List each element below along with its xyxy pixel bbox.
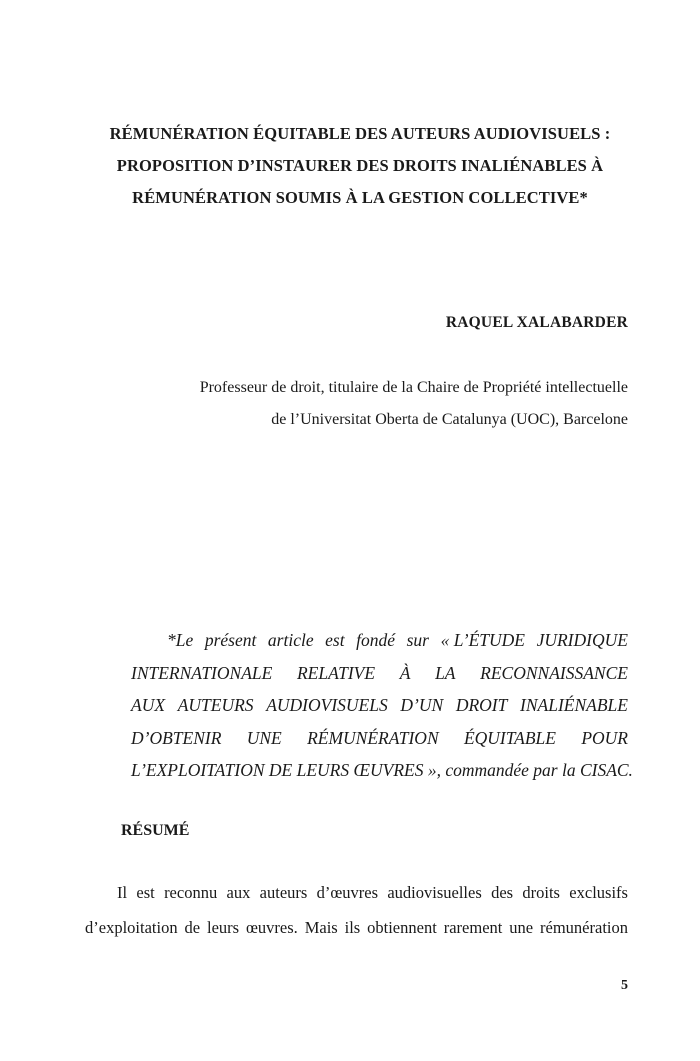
word: présent (204, 630, 257, 650)
word: d’œuvres (316, 883, 379, 902)
title-line: RÉMUNÉRATION ÉQUITABLE DES AUTEURS AUDIOVISUELS : (109, 124, 611, 143)
paragraph-line (85, 875, 628, 910)
author-affiliation (108, 372, 628, 436)
word: Mais (304, 918, 338, 937)
title-line: RÉMUNÉRATION SOUMIS À LA GESTION COLLECTIVE* (132, 188, 588, 207)
word: DROIT (455, 695, 508, 715)
word: article (267, 630, 314, 650)
word: *Le (167, 630, 194, 650)
footnote-line (131, 624, 628, 657)
title-line: PROPOSITION D’INSTAURER DES DROITS INALIÉNABLES À (116, 156, 604, 175)
word: exclusifs (569, 883, 628, 902)
word: AUX (131, 695, 166, 715)
word: RELATIVE (296, 662, 376, 683)
word: UNE (246, 727, 282, 748)
word: rarement (443, 918, 503, 937)
footnote-line (131, 754, 633, 787)
word: INALIÉNABLE (520, 695, 628, 715)
word: RECONNAISSANCE (480, 662, 628, 683)
word: JURIDIQUE (536, 630, 628, 650)
resume-paragraph (85, 875, 628, 945)
word: obtiennent (367, 918, 437, 937)
footnote-last-line: L’EXPLOITATION DE LEURS ŒUVRES », commandée par la CISAC. (131, 760, 633, 780)
word: une (509, 918, 534, 937)
word: LA (435, 662, 456, 683)
word: rémunération (540, 918, 628, 937)
word: AUDIOVISUELS (266, 695, 388, 715)
word: œuvres. (246, 918, 298, 937)
footnote-line (131, 657, 628, 690)
word: ils (344, 918, 361, 937)
affiliation-line: Professeur de droit, titulaire de la Chaire de Propriété intellectuelle (199, 379, 628, 396)
article-title (60, 118, 660, 214)
word: est (136, 883, 155, 902)
word: aux (226, 883, 251, 902)
word: AUTEURS (177, 695, 254, 715)
word: d’exploitation (85, 918, 178, 937)
footnote-line (131, 689, 628, 722)
word: ÉQUITABLE (463, 727, 556, 748)
word: audiovisuelles (387, 883, 482, 902)
author-name: RAQUEL XALABARDER (445, 314, 628, 331)
word: À (399, 662, 411, 683)
word: de (184, 918, 201, 937)
footnote-line (131, 722, 628, 755)
section-heading: RÉSUMÉ (121, 822, 190, 839)
word: D’UN (400, 695, 444, 715)
word: POUR (581, 727, 628, 748)
word: auteurs (259, 883, 308, 902)
paragraph-line (85, 910, 628, 945)
word: droits (522, 883, 560, 902)
affiliation-line: de l’Universitat Oberta de Catalunya (UOC), Barcelone (271, 411, 628, 428)
word: RÉMUNÉRATION (307, 727, 439, 748)
word: sur (406, 630, 429, 650)
word: est (325, 630, 345, 650)
footnote (131, 624, 633, 787)
word: INTERNATIONALE (131, 662, 273, 683)
word: des (491, 883, 514, 902)
word: « L’ÉTUDE (440, 630, 525, 650)
word: leurs (207, 918, 240, 937)
word: Il (117, 883, 128, 902)
word: D’OBTENIR (131, 727, 222, 748)
word: reconnu (164, 883, 218, 902)
page-number: 5 (621, 978, 628, 993)
word: fondé (356, 630, 396, 650)
